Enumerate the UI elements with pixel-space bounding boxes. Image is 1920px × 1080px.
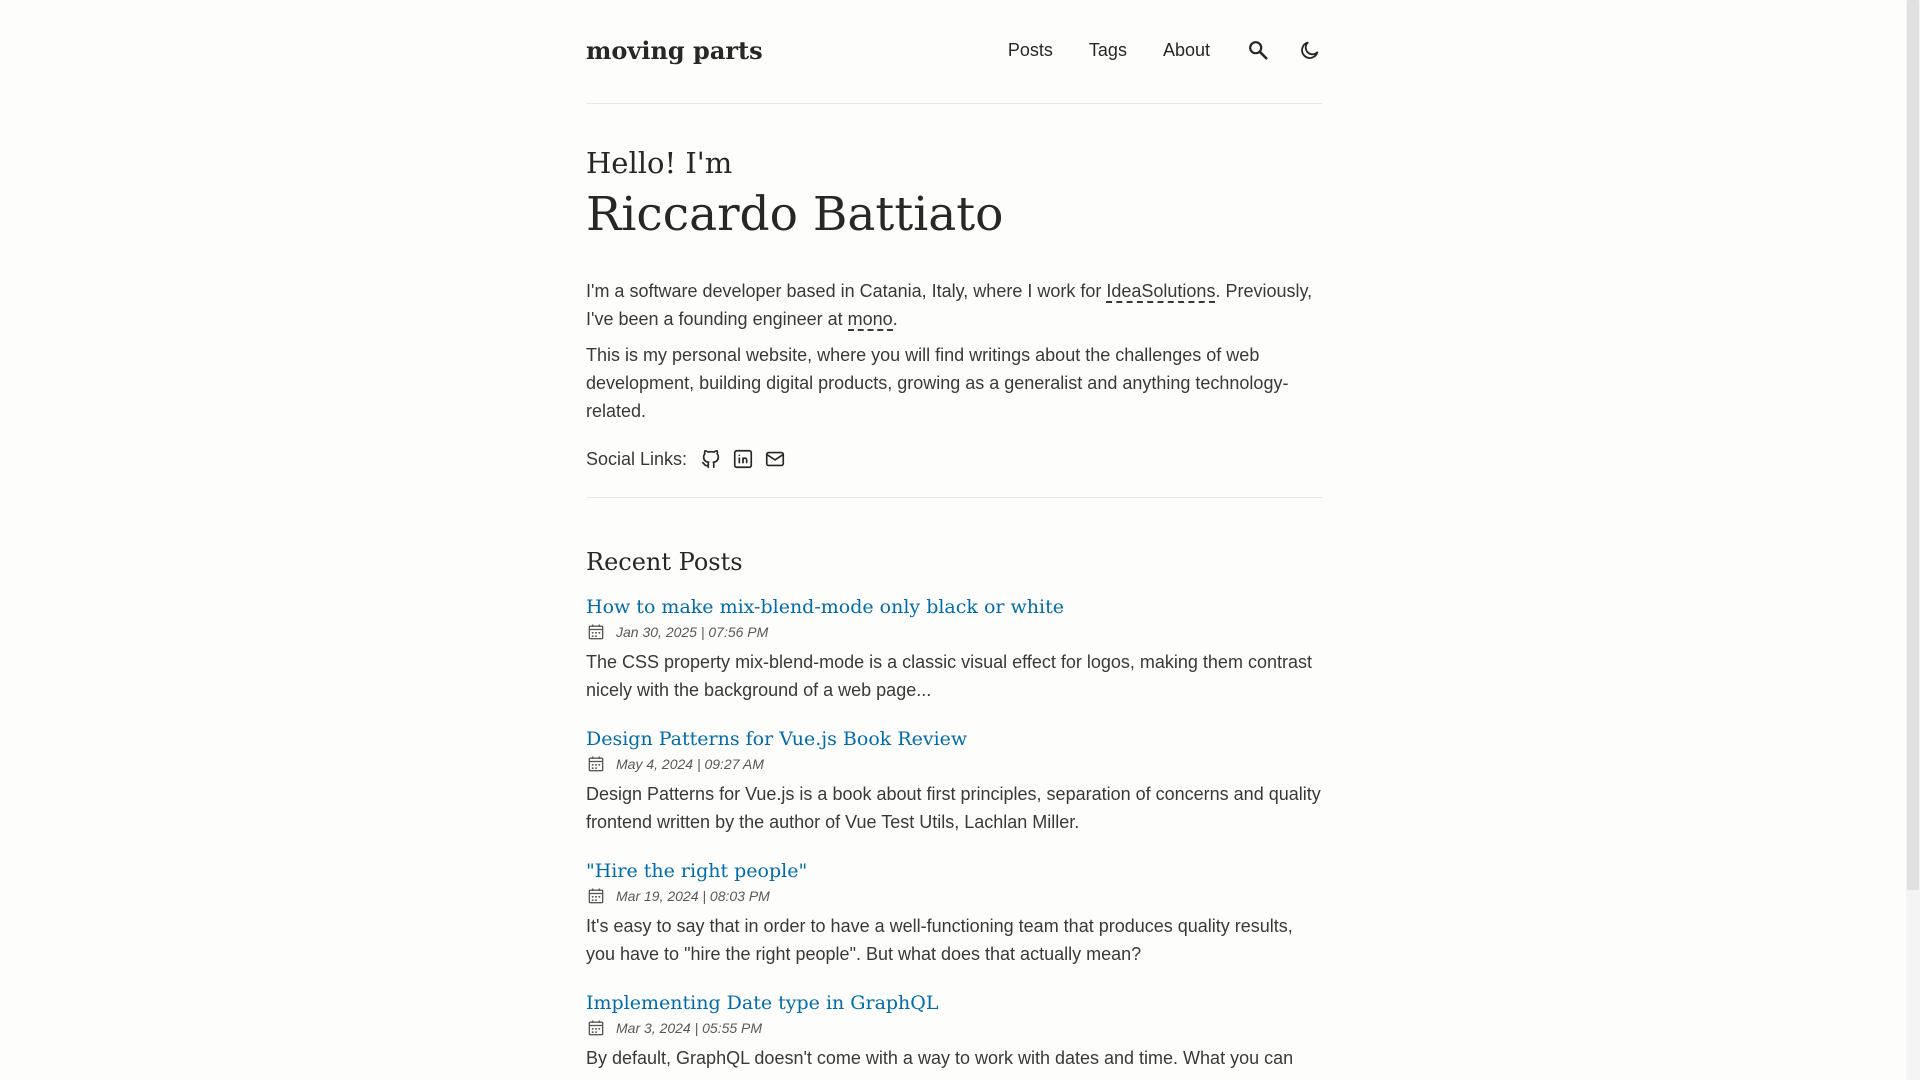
- post-date-text: May 4, 2024 | 09:27 AM: [616, 756, 764, 772]
- scrollbar-thumb[interactable]: [1907, 0, 1919, 890]
- post-date: [586, 754, 1322, 774]
- calendar-icon: [586, 1018, 606, 1038]
- hero-name: Riccardo Battiato: [586, 187, 1004, 242]
- social-label: Social Links:: [586, 448, 688, 469]
- post-item: [586, 990, 1322, 1072]
- intro-text-2: . Previously, I've been a founding engineer at: [586, 281, 1313, 329]
- post-title-link[interactable]: Design Patterns for Vue.js Book Review: [586, 728, 968, 750]
- hero-section: [586, 104, 1322, 498]
- github-icon[interactable]: [699, 447, 723, 471]
- post-date-text: Mar 3, 2024 | 05:55 PM: [616, 1020, 763, 1036]
- post-title-link[interactable]: How to make mix-blend-mode only black or white: [586, 596, 1064, 618]
- hero-greeting: Hello! I'm: [586, 146, 733, 180]
- post-description: By default, GraphQL doesn't come with a way to work with dates and time. What you can: [586, 1048, 1294, 1068]
- site-header: [586, 0, 1322, 104]
- nav-posts[interactable]: Posts: [1007, 39, 1053, 60]
- post-title-link[interactable]: "Hire the right people": [586, 860, 808, 882]
- post-date-text: Mar 19, 2024 | 08:03 PM: [616, 888, 770, 904]
- intro-paragraph: [586, 277, 1322, 333]
- social-links: [586, 447, 1322, 471]
- post-date: [586, 1018, 1322, 1038]
- page-container: [586, 0, 1322, 1080]
- recent-posts-section: [586, 548, 1322, 1072]
- post-item: [586, 858, 1322, 968]
- post-item: [586, 594, 1322, 704]
- post-date: [586, 886, 1322, 906]
- post-item: [586, 726, 1322, 836]
- search-icon[interactable]: [1246, 38, 1270, 62]
- ideasolutions-link[interactable]: IdeaSolutions: [1106, 281, 1216, 301]
- about-paragraph: This is my personal website, where you will find writings about the challenges of web development, building digital products, growing as a generalist and anything technology-related.: [586, 345, 1289, 421]
- email-icon[interactable]: [763, 447, 787, 471]
- recent-posts-title: Recent Posts: [586, 548, 743, 576]
- intro-text-3: .: [892, 309, 898, 329]
- main-nav: [972, 38, 1322, 62]
- linkedin-icon[interactable]: [731, 447, 755, 471]
- post-date: [586, 622, 1322, 642]
- posts-list: [586, 594, 1322, 1072]
- scrollbar-track[interactable]: [1906, 0, 1920, 1080]
- calendar-icon: [586, 622, 606, 642]
- post-description: The CSS property mix-blend-mode is a classic visual effect for logos, making them contrast nicely with the background of a web page...: [586, 652, 1312, 700]
- theme-toggle-moon-icon[interactable]: [1298, 38, 1322, 62]
- calendar-icon: [586, 886, 606, 906]
- post-title-link[interactable]: Implementing Date type in GraphQL: [586, 992, 939, 1014]
- nav-tags[interactable]: Tags: [1088, 39, 1127, 60]
- post-description: It's easy to say that in order to have a well-functioning team that produces quality results, you have to "hire the right people". But what does that actually mean?: [586, 916, 1293, 964]
- intro-text-1: I'm a software developer based in Catania, Italy, where I work for: [586, 281, 1107, 301]
- post-description: Design Patterns for Vue.js is a book about first principles, separation of concerns and quality frontend written by the author of Vue Test Utils, Lachlan Miller.: [586, 784, 1321, 832]
- site-logo[interactable]: moving parts: [586, 36, 763, 65]
- mono-link[interactable]: mono: [847, 309, 893, 329]
- nav-about[interactable]: About: [1162, 39, 1210, 60]
- post-date-text: Jan 30, 2025 | 07:56 PM: [616, 624, 769, 640]
- calendar-icon: [586, 754, 606, 774]
